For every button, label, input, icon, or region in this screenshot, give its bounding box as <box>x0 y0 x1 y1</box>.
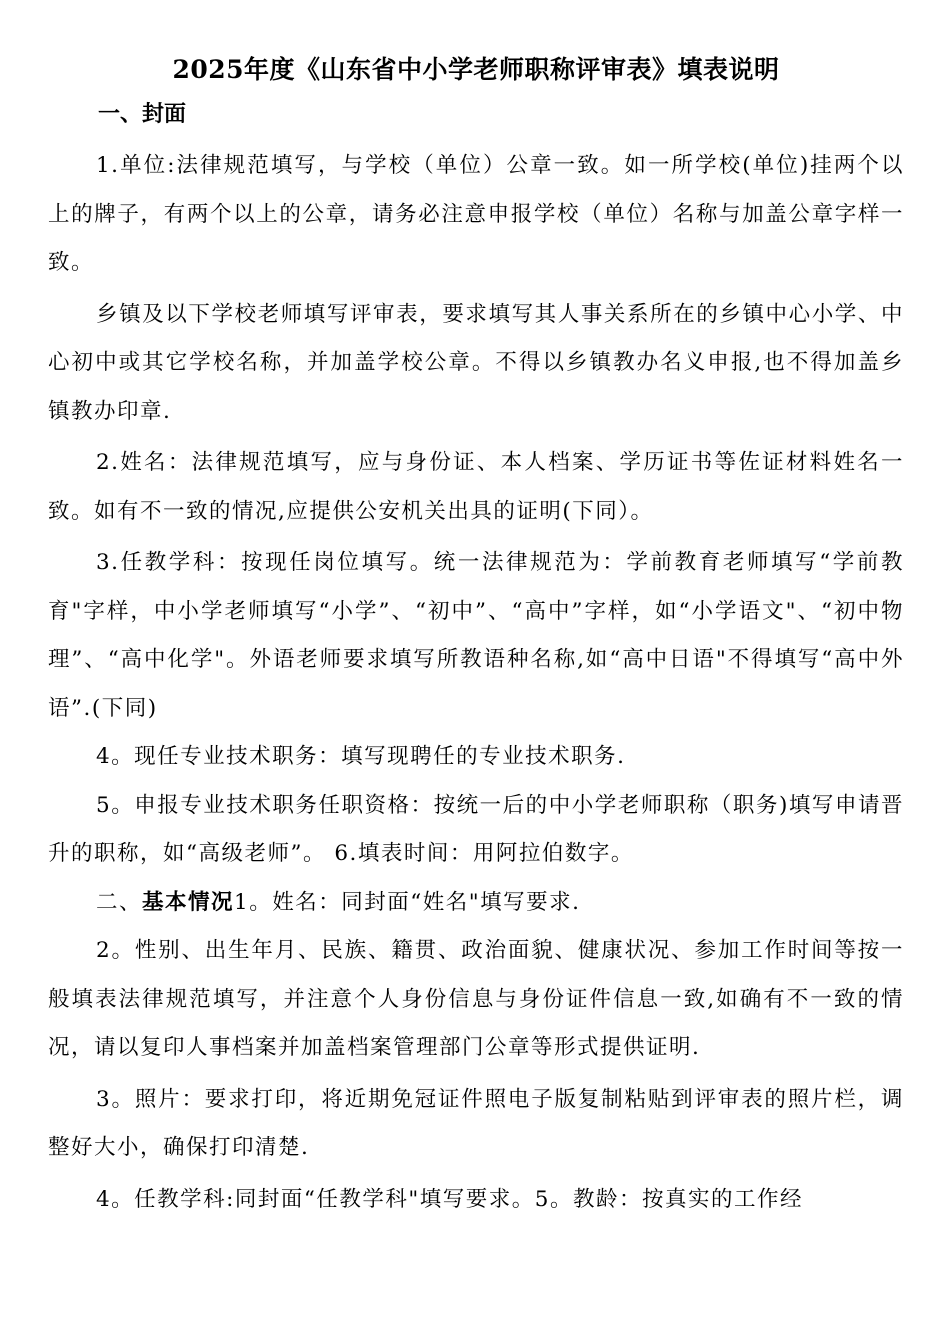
paragraph-current-title: 4。现任专业技术职务：填写现聘任的专业技术职务. <box>96 744 626 769</box>
basic-info-name-text: 1。姓名：同封面“姓名"填写要求. <box>234 889 581 915</box>
section-number-basic: 二、 <box>96 889 143 915</box>
paragraph-unit: 1.单位:法律规范填写，与学校（单位）公章一致。如一所学校(单位)挂两个以上的牌子，有两个以上的公章，请务必注意申报学校（单位）名称与加盖公章字样一致。 <box>48 153 904 275</box>
paragraph-name: 2.姓名：法律规范填写，应与身份证、本人档案、学历证书等佐证材料姓名一致。如有不一致的情况,应提供公安机关出具的证明(下同）。 <box>48 450 904 524</box>
paragraph-photo: 3。照片：要求打印，将近期免冠证件照电子版复制粘贴到评审表的照片栏，调整好大小，确保打印清楚. <box>48 1086 904 1160</box>
paragraph-personal-info: 2。性别、出生年月、民族、籍贯、政治面貌、健康状况、参加工作时间等按一般填表法律规范填写，并注意个人身份信息与身份证件信息一致,如确有不一致的情况，请以复印人事档案并加盖档案管理部门公章等形式提供证明. <box>48 938 904 1060</box>
paragraph-subject: 3.任教学科：按现任岗位填写。统一法律规范为：学前教育老师填写“学前教育"字样，中小学老师填写“小学”、“初中”、“高中”字样，如“小学语文"、“初中物理”、“高中化学"。外语老师要求填写所教语种名称,如“高中日语"不得填写“高中外语”.(下同) <box>48 550 904 721</box>
section-heading-basic: 基本情况 <box>142 889 235 915</box>
paragraph-township-schools: 乡镇及以下学校老师填写评审表，要求填写其人事关系所在的乡镇中心小学、中心初中或其它学校名称，并加盖学校公章。不得以乡镇教办名义申报,也不得加盖乡镇教办印章. <box>48 301 904 424</box>
document-title: 2025年度《山东省中小学老师职称评审表》填表说明 <box>172 55 780 84</box>
paragraph-basic-info <box>48 879 904 928</box>
paragraph-applied-title: 5。申报专业技术职务任职资格：按统一后的中小学老师职称（职务)填写申请晋升的职称，如“高级老师”。 6.填表时间：用阿拉伯数字。 <box>48 792 904 866</box>
paragraph-subject-teaching-years: 4。任教学科:同封面“任教学科"填写要求。5。教龄：按真实的工作经 <box>96 1186 803 1212</box>
section-heading-cover: 一、封面 <box>98 101 187 127</box>
